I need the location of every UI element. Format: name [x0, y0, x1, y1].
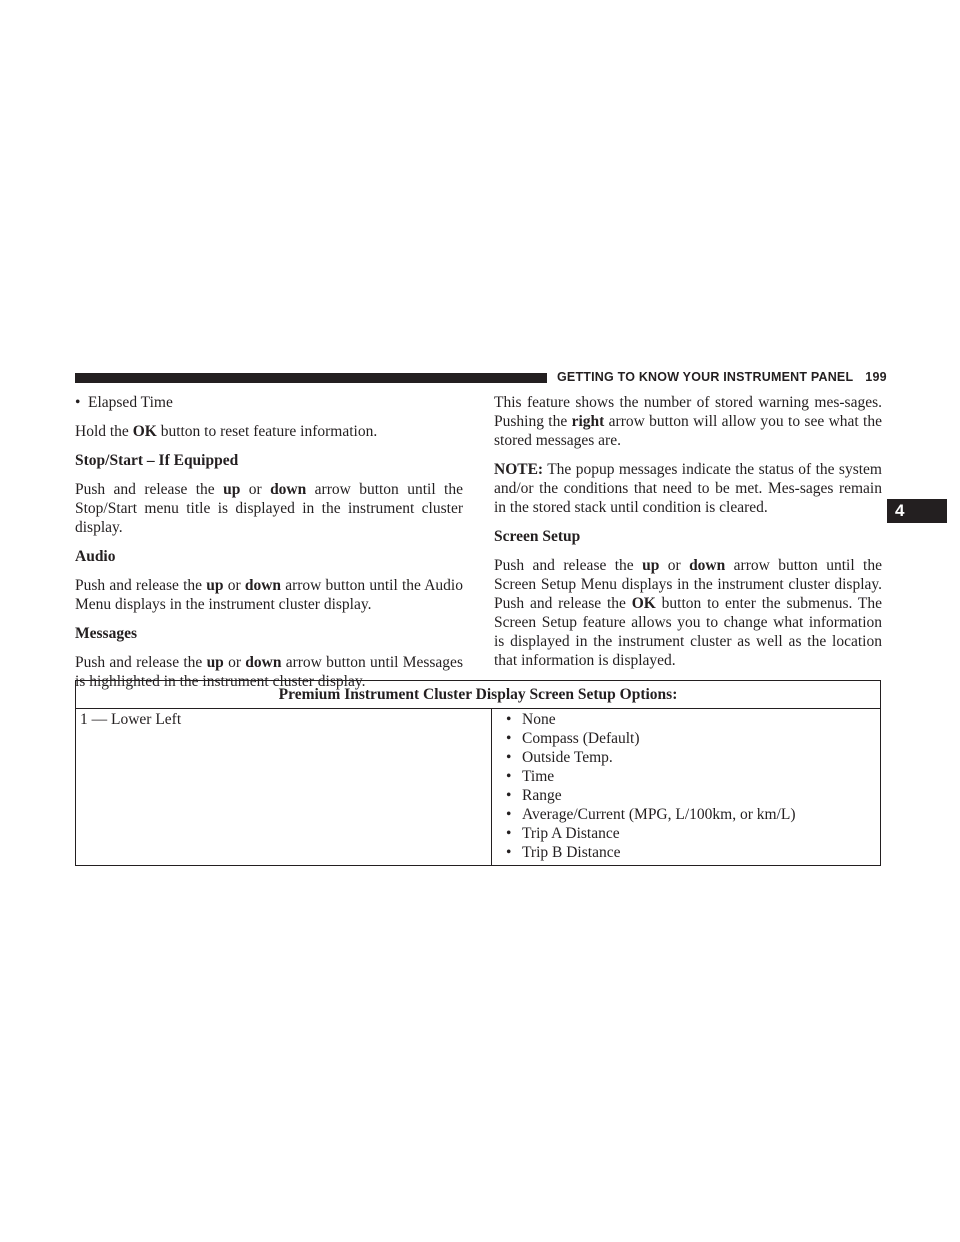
paragraph-audio: Push and release the up or down arrow button until the Audio Menu displays in the instrument cluster display.: [75, 577, 463, 613]
bullet-icon: •: [506, 749, 512, 766]
left-column: [75, 393, 463, 691]
bullet-icon: •: [75, 394, 81, 411]
page-number: 199: [865, 370, 887, 384]
bullet-elapsed-time: • Elapsed Time: [75, 394, 173, 411]
table-title: Premium Instrument Cluster Display Screen Setup Options:: [76, 681, 881, 709]
list-item: • Trip B Distance: [506, 844, 621, 861]
chapter-tab: 4: [887, 499, 947, 523]
row-label-lower-left: 1 — Lower Left: [76, 709, 492, 866]
bullet-icon: •: [506, 844, 512, 861]
screen-setup-options-table: [75, 680, 881, 866]
note-paragraph: NOTE: The popup messages indicate the status of the system and/or the conditions that need to be met. Mes-sages remain in the stored stack until condition is cleared.: [494, 461, 882, 516]
options-cell: [492, 709, 881, 866]
paragraph-screen-setup: Push and release the up or down arrow button until the Screen Setup Menu displays in the instrument cluster display. Push and release the OK button to enter the submenus. The Screen Setup feature allows you to change what information is displayed in the instrument cluster as well as the location that information is displayed.: [494, 557, 882, 669]
list-item: • Range: [506, 787, 562, 804]
table-row: [76, 709, 881, 866]
bullet-icon: •: [506, 730, 512, 747]
list-item: • Average/Current (MPG, L/100km, or km/L): [506, 806, 796, 823]
heading-stop-start: Stop/Start – If Equipped: [75, 452, 239, 469]
bullet-icon: •: [506, 825, 512, 842]
paragraph-messages: Push and release the up or down arrow button until Messages is highlighted in the instrument cluster display.: [75, 654, 463, 690]
paragraph-hold-ok: Hold the OK button to reset feature information.: [75, 423, 378, 440]
heading-screen-setup: Screen Setup: [494, 528, 581, 545]
note-label: NOTE:: [494, 461, 544, 478]
heading-audio: Audio: [75, 548, 116, 565]
table-header-row: [76, 681, 881, 709]
running-header: [557, 370, 887, 384]
section-title: GETTING TO KNOW YOUR INSTRUMENT PANEL: [557, 370, 854, 384]
list-item: • Trip A Distance: [506, 825, 620, 842]
paragraph-stored-messages: This feature shows the number of stored warning mes-sages. Pushing the right arrow button will allow you to see what the stored messages are.: [494, 394, 882, 449]
heading-messages: Messages: [75, 625, 137, 642]
list-item: • None: [506, 711, 556, 728]
header-rule: [75, 373, 547, 383]
bullet-icon: •: [506, 806, 512, 823]
bullet-icon: •: [506, 711, 512, 728]
paragraph-stop-start: Push and release the up or down arrow button until the Stop/Start menu title is displayed in the instrument cluster display.: [75, 481, 463, 536]
right-column: [494, 393, 882, 670]
bullet-icon: •: [506, 787, 512, 804]
options-list: [496, 710, 874, 862]
list-item: • Compass (Default): [506, 730, 640, 747]
list-item: • Time: [506, 768, 555, 785]
list-item: • Outside Temp.: [506, 749, 613, 766]
bullet-icon: •: [506, 768, 512, 785]
